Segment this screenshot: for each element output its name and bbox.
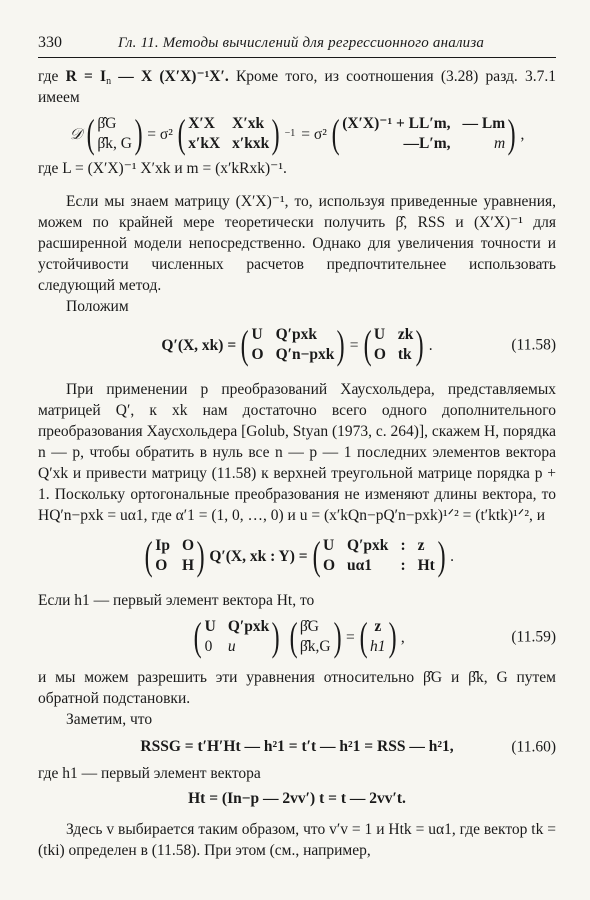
paragraph-8: Здесь v выбирается таким образом, что v′v = 1 и Htk = uα1, где вектор tk = (tki) определен в (11.58). При этом (см., например, xyxy=(38,821,556,859)
equation-11-59: ( U Q′pxk 0 u ) ( β̂G β̂k,G ) = ( z h1 ) , (11.59) xyxy=(193,614,556,659)
equation-number: (11.59) xyxy=(511,628,556,646)
equation-number: (11.58) xyxy=(511,336,556,354)
definition-line: где L = (X′X)⁻¹ X′xk и m = (x′kRxk)⁻¹. xyxy=(38,160,287,177)
paragraph-1: Если мы знаем матрицу (X′X)⁻¹, то, используя приведенные уравнения, можем по крайней мере теоретически получить β̂, RSS и (X′X)⁻¹ для расширенной модели непосредственно. Однако для увеличения точности и устойчивости численных расчетов предпочтительнее использовать следующий метод. xyxy=(38,193,556,294)
running-title: Гл. 11. Методы вычислений для регрессионного анализа xyxy=(118,35,485,51)
equation-11-58: Q′(X, xk) = ( U Q′pxk O Q′n−pxk ) = ( U zk O tk ) . (11.58) xyxy=(161,322,556,367)
body-text xyxy=(38,66,556,861)
paragraph-2: Положим xyxy=(66,298,129,315)
dispersion-symbol: 𝒟 xyxy=(69,125,83,143)
paragraph-3: При применении p преобразований Хаусхольдера, представляемых матрицей Q′, к xk нам достаточно всего одного дополнительного преобразования Хаусхольдера [Golub, Styan (1973, с. 264)], скажем H, порядка n — p, чтобы обратить в нуль все n — p — 1 последних элементов вектора Q′xk и привести матрицу (11.58) к верхней треугольной матрице порядка p + 1. Поскольку ортогональные преобразования не изменяют длины вектора, то HQ′n−pxk = uα1, где α′1 = (1, 0, …, 0) и u = (x′kQn−pQ′n−pxk)¹ᐟ² = (t′ktk)¹ᐟ², и xyxy=(38,381,556,524)
equation-dispersion: 𝒟 ( β̂G β̂k, G ) = σ² ( X′X X′xk x′kX x′kxk ) −1 = σ² ( (X′X)⁻¹ + LL′m, — Lm —L′m, m ) , xyxy=(69,111,525,156)
paragraph-7: где h1 — первый элемент вектора xyxy=(38,765,261,782)
intro-line: где $R = I_n$ — X (X′X)⁻¹X′. Кроме того, из соотношения (3.28) разд. 3.7.1 имеем xyxy=(38,68,557,106)
paragraph-5: и мы можем разрешить эти уравнения относительно β̂G и β̂k, G путем обратной подстановки. xyxy=(38,669,556,707)
paragraph-6: Заметим, что xyxy=(66,711,153,728)
paragraph-4: Если h1 — первый элемент вектора Ht, то xyxy=(38,592,315,609)
equation-ht: Ht = (In−p — 2vv′) t = t — 2vv′t. xyxy=(188,790,406,807)
equation-11-60: RSSG = t′H′Ht — h²1 = t′t — h²1 = RSS — h²1, (11.60) xyxy=(140,738,556,755)
equation-block-h: ( Ip O O H ) Q′(X, xk : Y) = ( U Q′pxk : z O uα1 : Ht ) . xyxy=(144,533,455,578)
page-number: 330 xyxy=(38,34,62,51)
equation-number: (11.60) xyxy=(511,738,556,755)
page-header xyxy=(38,32,556,58)
